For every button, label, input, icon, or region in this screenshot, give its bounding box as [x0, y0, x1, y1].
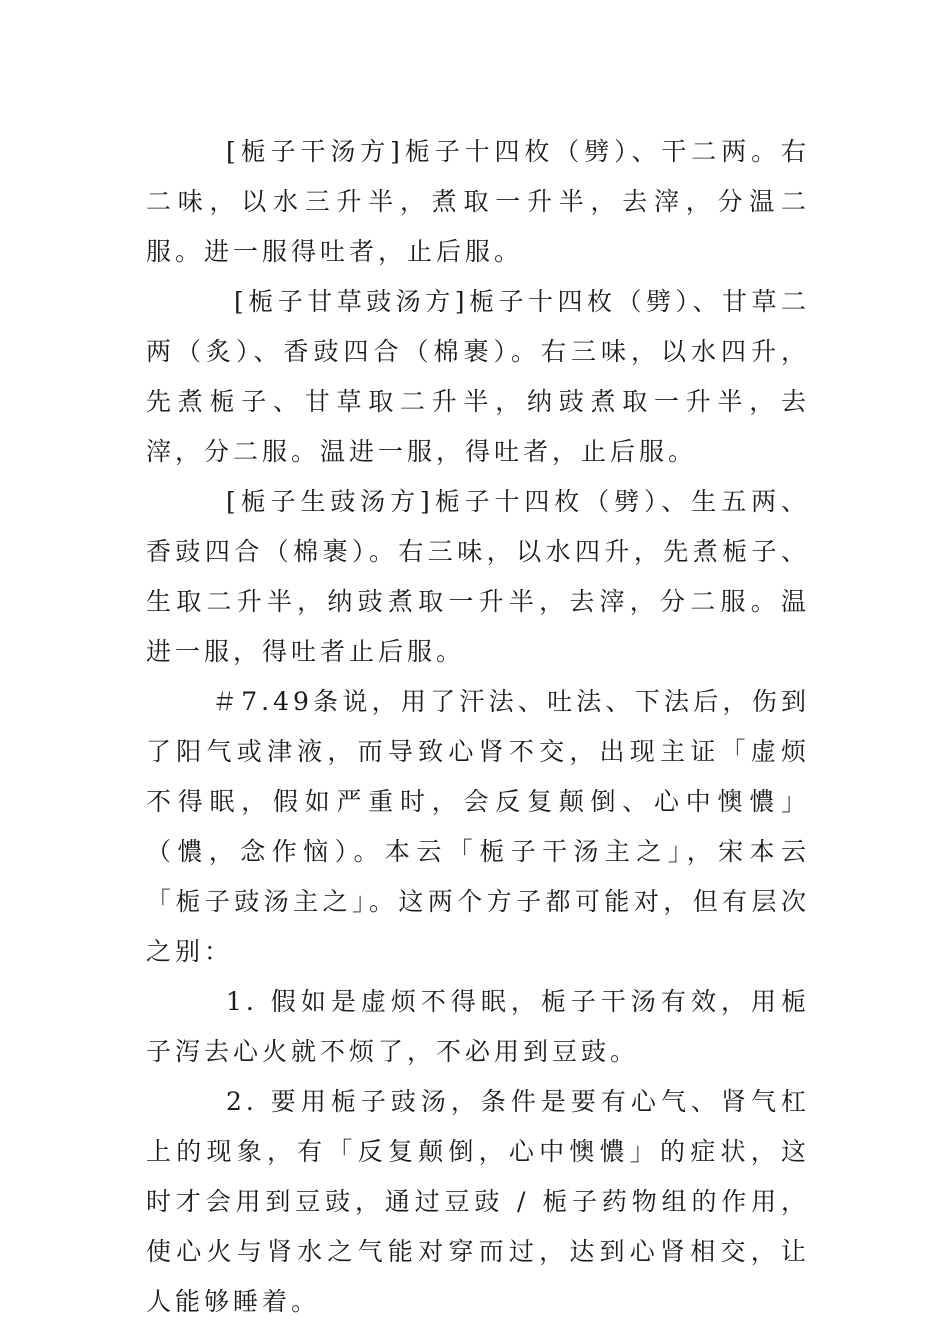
paragraph-zhizi-sheng-chi-tang: [栀子生豉汤方]栀子十四枚（劈）、生五两、香豉四合（棉裹）。右三味，以水四升，先煮栀子、生取二升半，纳豉煮取一升半，去滓，分二服。温进一服，得吐者止后服。	[146, 487, 810, 666]
list-item-2: 2. 要用栀子豉汤，条件是要有心气、肾气杠上的现象，有「反复颠倒，心中懊憹」的症状，这时才会用到豆豉，通过豆豉 / 栀子药物组的作用，使心火与肾水之气能对穿而过，达到心肾相交，让人能够睡着。	[146, 1087, 810, 1316]
list-item-1: 1. 假如是虚烦不得眠，栀子干汤有效，用栀子泻去心火就不烦了，不必用到豆豉。	[146, 987, 810, 1066]
document-body	[146, 127, 810, 1327]
paragraph-zhizi-gan-tang: [栀子干汤方]栀子十四枚（劈）、干二两。右二味，以水三升半，煮取一升半，去滓，分温二服。进一服得吐者，止后服。	[146, 137, 810, 266]
paragraph-zhizi-gancao-chi-tang: [栀子甘草豉汤方]栀子十四枚（劈）、甘草二两（炙）、香豉四合（棉裹）。右三味，以水四升，先煮栀子、甘草取二升半，纳豉煮取一升半，去滓，分二服。温进一服，得吐者，止后服。	[146, 287, 810, 466]
paragraph-commentary-7-49: ＃7.49条说，用了汗法、吐法、下法后，伤到了阳气或津液，而导致心肾不交，出现主证「虚烦不得眠，假如严重时，会反复颠倒、心中懊憹」（憹，念作恼）。本云「栀子干汤主之」，宋本云「栀子豉汤主之」。这两个方子都可能对，但有层次之别：	[146, 687, 810, 966]
